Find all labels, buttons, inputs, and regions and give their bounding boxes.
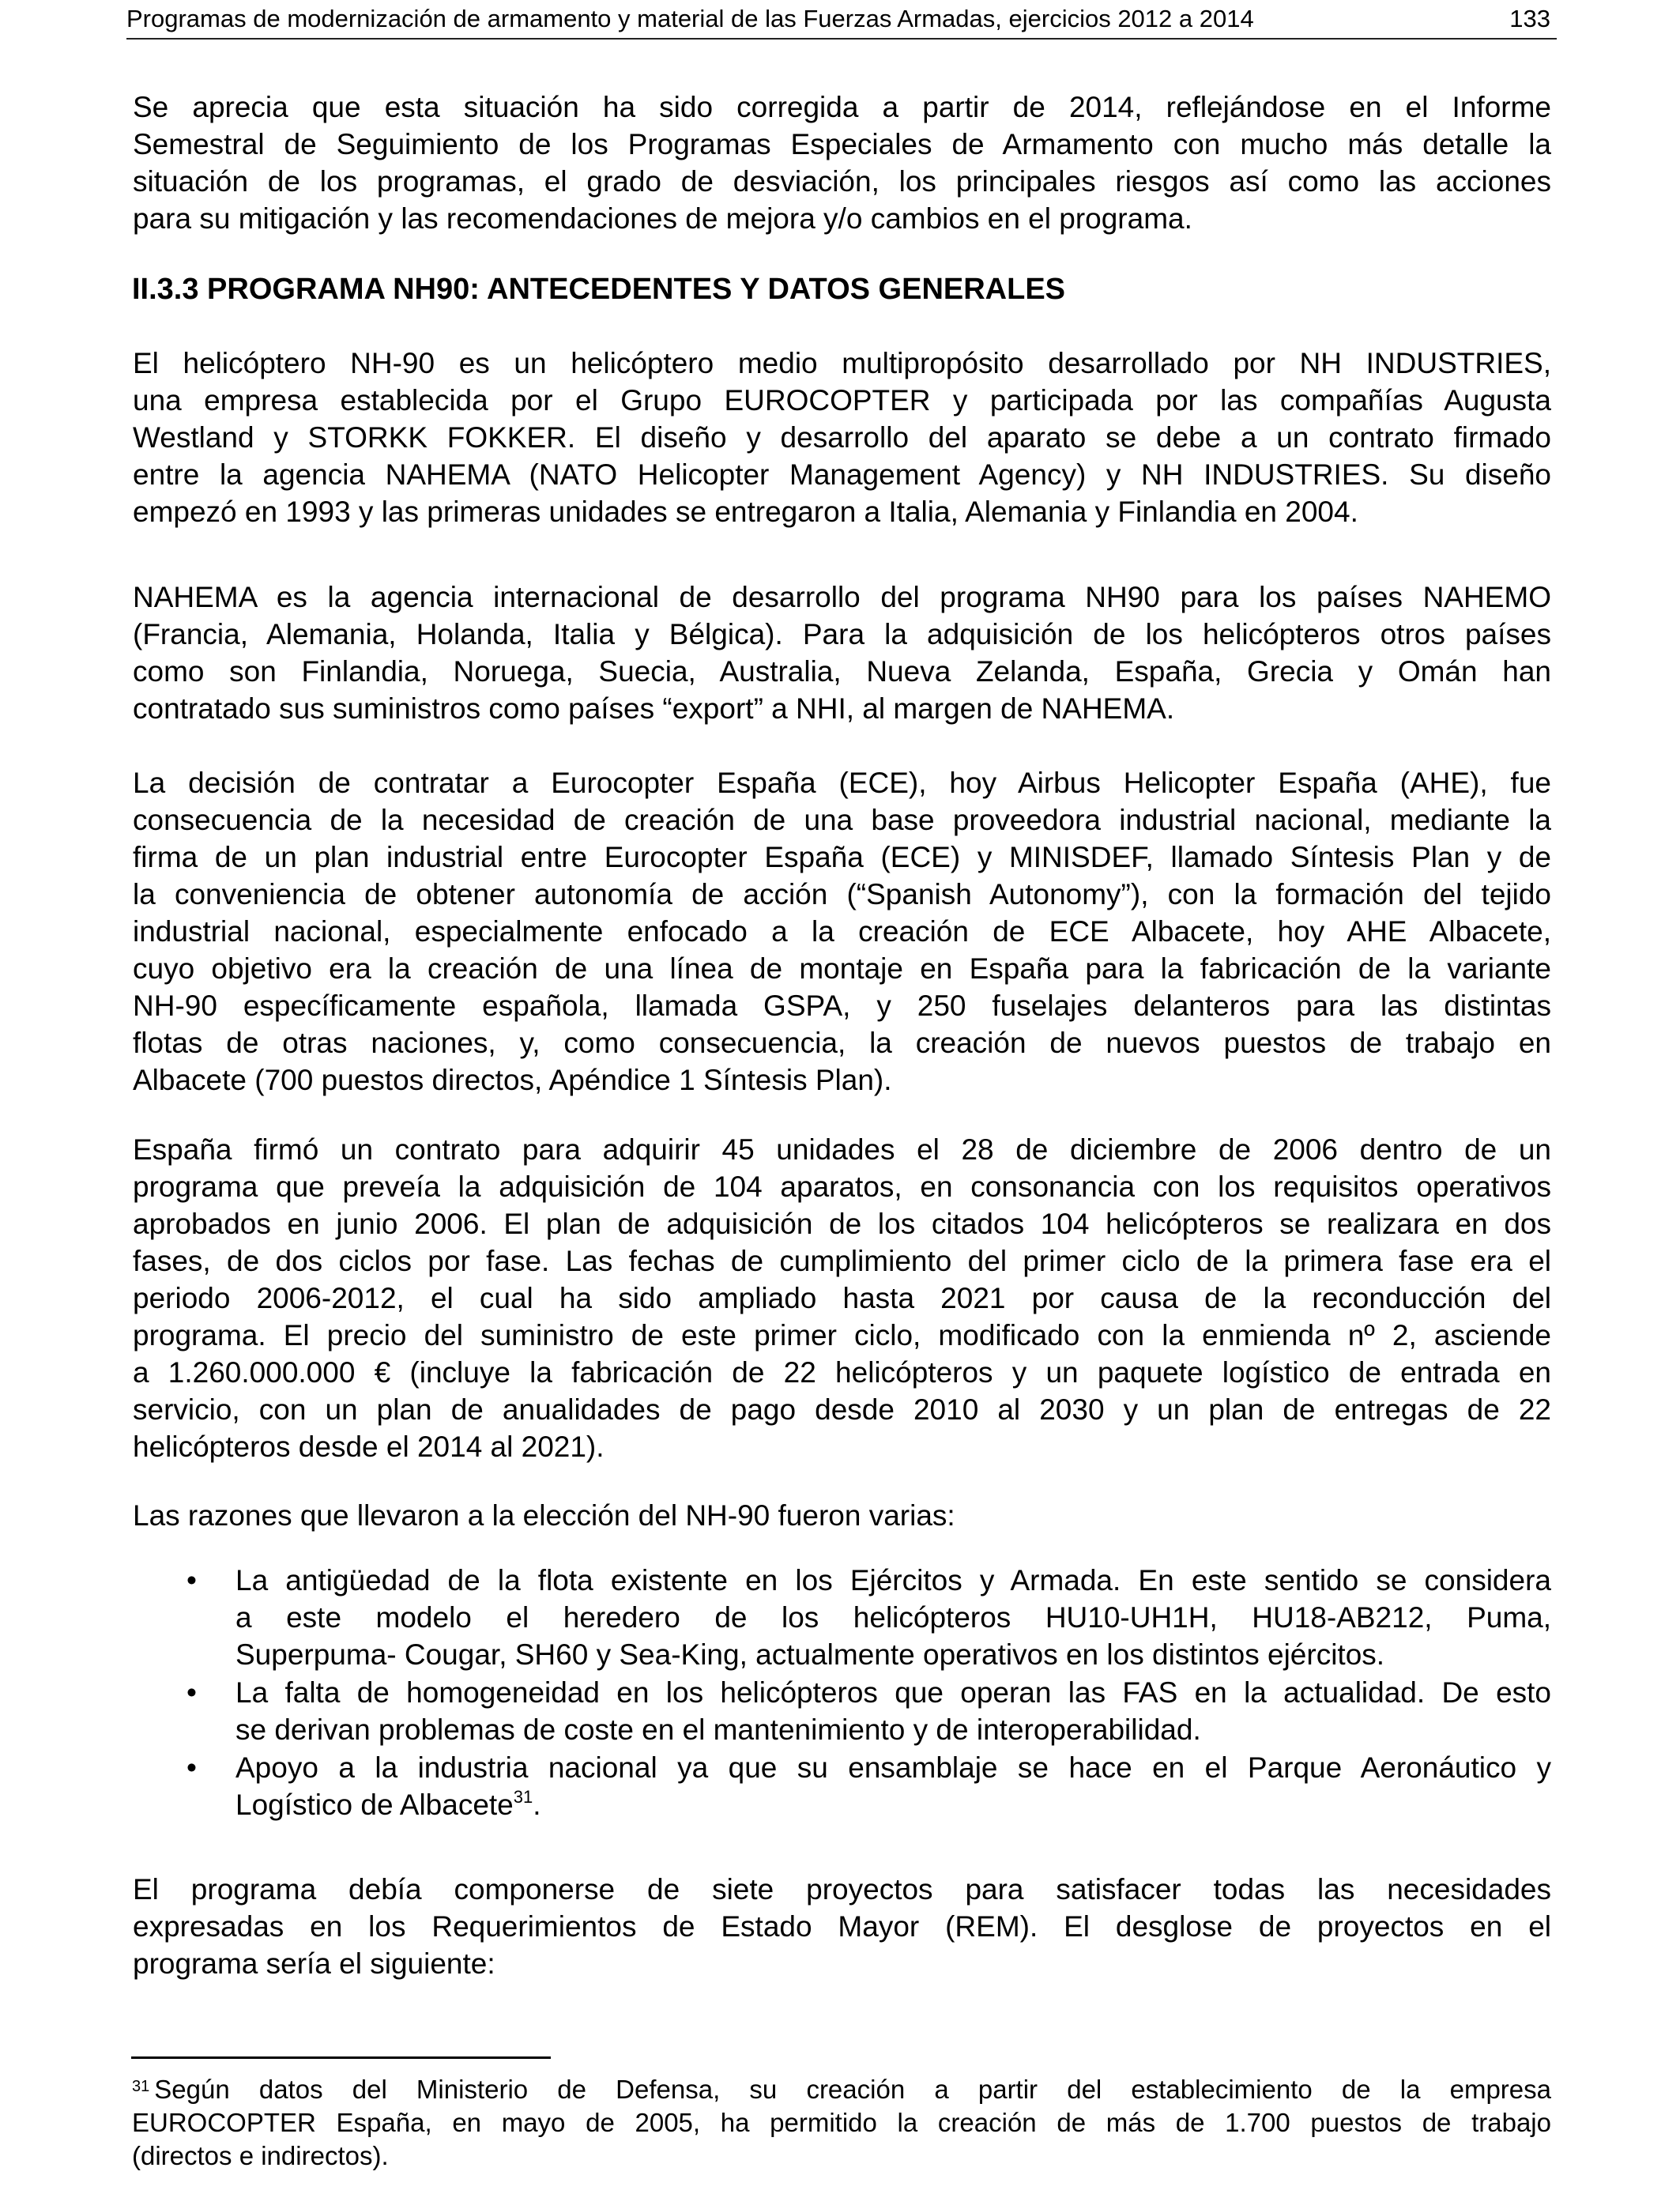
text-line: situación de los programas, el grado de desviación, los principales riesgos así como las acciones: [133, 165, 1551, 198]
text-line: consecuencia de la necesidad de creación de una base proveedora industrial nacional, mediante la: [133, 804, 1551, 836]
footnote-number: 31: [132, 2078, 150, 2095]
text-line: contratado sus suministros como países “export” a NHI, al margen de NAHEMA.: [133, 692, 1175, 725]
text-line: Apoyo a la industria nacional ya que su ensamblaje se hace en el Parque Aeronáutico y: [235, 1751, 1551, 1784]
footnote-text: Según datos del Ministerio de Defensa, su creación a partir del establecimiento de la empresa: [154, 2075, 1551, 2104]
list-item: [133, 1562, 1551, 1673]
text-line: España firmó un contrato para adquirir 45 unidades el 28 de diciembre de 2006 dentro de un: [133, 1133, 1551, 1166]
page-number: 133: [1509, 5, 1550, 32]
text-line: Semestral de Seguimiento de los Programas Especiales de Armamento con mucho más detalle la: [133, 128, 1551, 160]
paragraph-nahema: [133, 579, 1551, 727]
list-item: [133, 1749, 1551, 1823]
bullet-icon: •: [186, 1676, 197, 1709]
footnote-line: EUROCOPTER España, en mayo de 2005, ha permitido la creación de más de 1.700 puestos de trabajo: [132, 2108, 1551, 2137]
paragraph-nh90-description: [133, 345, 1551, 530]
bullet-icon: •: [186, 1564, 197, 1596]
text-line: La antigüedad de la flota existente en los Ejércitos y Armada. En este sentido se considera: [235, 1564, 1551, 1596]
footnote-reference[interactable]: 31: [513, 1786, 533, 1807]
header-rule: [126, 38, 1557, 40]
reasons-list: [133, 1562, 1551, 1824]
text-line: la conveniencia de obtener autonomía de acción (“Spanish Autonomy”), con la formación del tejido: [133, 878, 1551, 910]
paragraph-reasons-intro: [133, 1497, 1551, 1534]
bullet-icon: •: [186, 1751, 197, 1784]
text-line: para su mitigación y las recomendaciones de mejora y/o cambios en el programa.: [133, 202, 1192, 235]
page-header: [126, 0, 1557, 41]
text-line: servicio, con un plan de anualidades de pago desde 2010 al 2030 y un plan de entregas de 22: [133, 1393, 1551, 1426]
text-line: programa que preveía la adquisición de 104 aparatos, en consonancia con los requisitos operativos: [133, 1171, 1551, 1203]
running-header-title: Programas de modernización de armamento y material de las Fuerzas Armadas, ejercicios 2012 a 2014: [126, 5, 1254, 32]
text-line: programa. El precio del suministro de este primer ciclo, modificado con la enmienda nº 2, asciende: [133, 1319, 1551, 1351]
text-line: flotas de otras naciones, y, como consecuencia, la creación de nuevos puestos de trabajo en: [133, 1027, 1551, 1059]
footnote-separator: [131, 2056, 551, 2059]
section-heading: II.3.3 PROGRAMA NH90: ANTECEDENTES Y DATOS GENERALES: [132, 273, 1066, 306]
text-line: se derivan problemas de coste en el mantenimiento y de interoperabilidad.: [235, 1713, 1201, 1746]
list-item: [133, 1674, 1551, 1748]
text-line: una empresa establecida por el Grupo EUROCOPTER y participada por las compañías Augusta: [133, 384, 1551, 417]
text-line: empezó en 1993 y las primeras unidades se entregaron a Italia, Alemania y Finlandia en 2004.: [133, 496, 1358, 528]
text-line: Westland y STORKK FOKKER. El diseño y desarrollo del aparato se debe a un contrato firmado: [133, 421, 1551, 454]
text-line: expresadas en los Requerimientos de Estado Mayor (REM). El desglose de proyectos en el: [133, 1910, 1551, 1943]
text-line: La decisión de contratar a Eurocopter España (ECE), hoy Airbus Helicopter España (AHE), fue: [133, 767, 1551, 799]
text-line: a 1.260.000.000 € (incluye la fabricación de 22 helicópteros y un paquete logístico de entrada en: [133, 1356, 1551, 1389]
text-line: Superpuma- Cougar, SH60 y Sea-King, actualmente operativos en los distintos ejércitos.: [235, 1638, 1385, 1671]
paragraph-eurocopter-decision: [133, 764, 1551, 1099]
text-line: (Francia, Alemania, Holanda, Italia y Bélgica). Para la adquisición de los helicópteros otros países: [133, 618, 1551, 650]
text-line: El helicóptero NH-90 es un helicóptero medio multipropósito desarrollado por NH INDUSTRIES,: [133, 347, 1551, 379]
text-line: entre la agencia NAHEMA (NATO Helicopter Management Agency) y NH INDUSTRIES. Su diseño: [133, 458, 1551, 491]
paragraph-intro: [133, 89, 1551, 237]
text-line: aprobados en junio 2006. El plan de adquisición de los citados 104 helicópteros se realizara en dos: [133, 1208, 1551, 1240]
text-line: Albacete (700 puestos directos, Apéndice 1 Síntesis Plan).: [133, 1064, 892, 1096]
footnote-line: (directos e indirectos).: [132, 2141, 389, 2170]
text-line: Las razones que llevaron a la elección del NH-90 fueron varias:: [133, 1499, 955, 1532]
text-line: Se aprecia que esta situación ha sido corregida a partir de 2014, reflejándose en el Informe: [133, 91, 1551, 123]
text-line: Logístico de Albacete$^{31}$.: [235, 1786, 541, 1821]
footnote-31: [132, 2073, 1551, 2173]
text-line: NH-90 específicamente española, llamada GSPA, y 250 fuselajes delanteros para las distintas: [133, 990, 1551, 1022]
text-line: fases, de dos ciclos por fase. Las fechas de cumplimiento del primer ciclo de la primera fase era el: [133, 1245, 1551, 1277]
text-line: firma de un plan industrial entre Eurocopter España (ECE) y MINISDEF, llamado Síntesis Plan y de: [133, 841, 1551, 873]
text-line: El programa debía componerse de siete proyectos para satisfacer todas las necesidades: [133, 1873, 1551, 1906]
text-line: cuyo objetivo era la creación de una línea de montaje en España para la fabricación de la variante: [133, 952, 1551, 985]
paragraph-projects: [133, 1871, 1551, 1982]
text-line: a este modelo el heredero de los helicópteros HU10-UH1H, HU18-AB212, Puma,: [235, 1601, 1551, 1634]
text-line: industrial nacional, especialmente enfocado a la creación de ECE Albacete, hoy AHE Albacete,: [133, 915, 1551, 948]
text-line: periodo 2006-2012, el cual ha sido ampliado hasta 2021 por causa de la reconducción del: [133, 1282, 1551, 1314]
text-line: La falta de homogeneidad en los helicópteros que operan las FAS en la actualidad. De esto: [235, 1676, 1551, 1709]
trailing-punctuation: .: [533, 1789, 541, 1821]
text-line: programa sería el siguiente:: [133, 1947, 495, 1980]
text-line: NAHEMA es la agencia internacional de desarrollo del programa NH90 para los países NAHEMO: [133, 581, 1551, 613]
paragraph-contract: [133, 1131, 1551, 1465]
footnote-line: [132, 2073, 1551, 2106]
text-line: helicópteros desde el 2014 al 2021).: [133, 1431, 605, 1463]
text-line: como son Finlandia, Noruega, Suecia, Australia, Nueva Zelanda, España, Grecia y Omán han: [133, 655, 1551, 688]
